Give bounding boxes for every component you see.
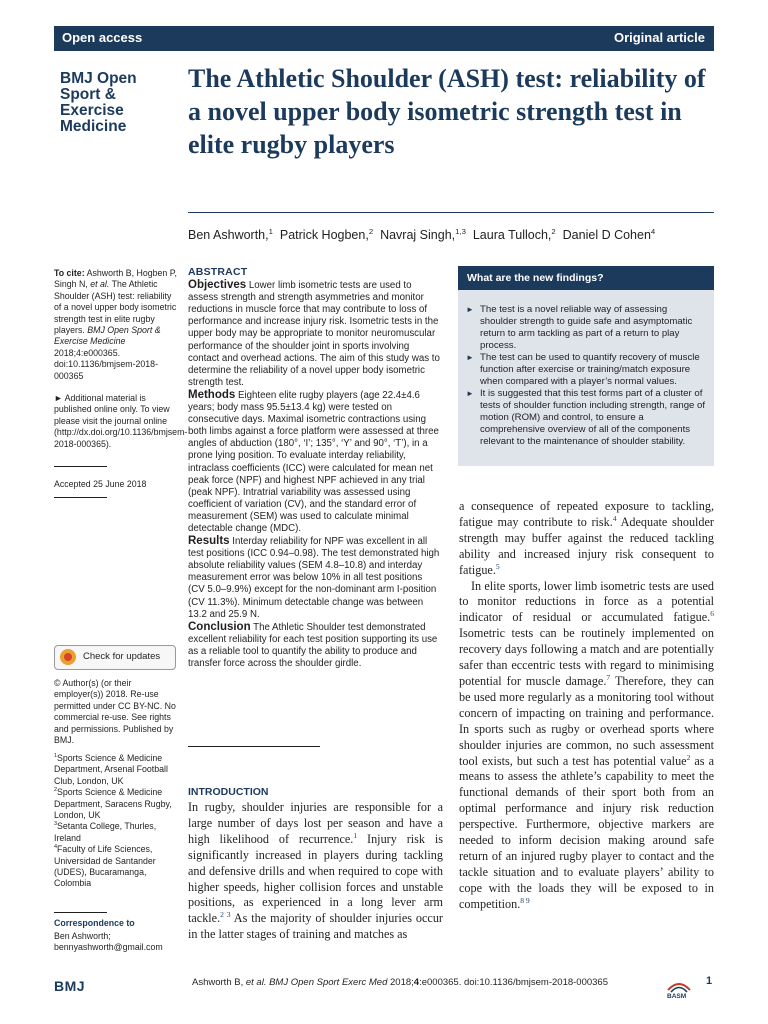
citation-block: To cite: Ashworth B, Hogben P, Singh N, et al. The Athletic Shoulder (ASH) test: reliability of a novel upper body isometric strength test in elite rugby players. BMJ Open Sport & Exercise Medicine 2018;4:e000365. doi:10.1136/bmjsem-2018-000365 [54, 268, 177, 381]
reference-link[interactable]: 4 [612, 513, 617, 523]
svg-text:BASM: BASM [667, 993, 687, 1000]
copyright-notice: © Author(s) (or their employer(s)) 2018. Re-use permitted under CC BY-NC. No commercial re-use. See rights and permissions. Published by BMJ. [54, 678, 176, 746]
additional-material-note: ► Additional material is published online only. To view please visit the journal online (http://dx.doi.org/10.1136/bmjsem-2018-000365). [54, 393, 188, 449]
affiliations [54, 753, 179, 890]
body-paragraph: In elite sports, lower limb isometric tests are used to monitor reductions in force as a potential indicator of residual or accumulated fatigue.$^6$ Isometric tests can be routinely implemented on recovery days following a match and are potentially safer than eccentric tests with regard to minimising potential for muscle damage.$^7$ Therefore, they can be used more regularly as a monitoring tool without concern of impacting on training and performance. In sports such as rugby or overhead sports where shoulder injuries are common, no such assessment tool exists, but such a test has potential value$^2$ as a means to assess the athlete’s capability to meet the functional demands of their sport both from an optimal performance and injury risk reduction perspective. Furthermore, objective markers are needed to inform decision making around safe return of an injured rugby player to contact and the tackle situation and to evaluate players’ ability to cope with the loads they will be exposed to in competition.$^{8 9}$ [459, 578, 714, 911]
journal-logo: BMJ Open Sport & Exercise Medicine [60, 70, 137, 135]
title-divider [188, 212, 714, 213]
reference-link[interactable]: 6 [710, 609, 714, 619]
findings-heading: What are the new findings? [467, 272, 604, 284]
affiliation: $^3$Setanta College, Thurles, Ireland [54, 821, 157, 843]
author: Ben Ashworth, [188, 228, 269, 242]
reference-link[interactable]: 2 [686, 752, 691, 762]
bmj-logo: BMJ [54, 978, 86, 994]
abstract [188, 266, 440, 670]
correspondence-text: Ben Ashworth; bennyashworth@gmail.com [54, 931, 163, 953]
introduction-heading: INTRODUCTION [188, 786, 269, 798]
reference-link[interactable]: 5 [495, 561, 500, 571]
sidebar-divider [54, 466, 107, 467]
reference-link[interactable]: 8 9 [520, 895, 530, 905]
affiliation: $^1$Sports Science & Medicine Department, Arsenal Football Club, London, UK [54, 753, 168, 786]
affiliation: $^2$Sports Science & Medicine Department, Saracens Rugby, London, UK [54, 787, 172, 821]
reference-link[interactable]: 7 [606, 672, 611, 682]
author: Daniel D Cohen [562, 228, 651, 242]
article-title: The Athletic Shoulder (ASH) test: reliability of a novel upper body isometric strength test in elite rugby players [188, 64, 706, 159]
reference-link[interactable]: 1 [353, 830, 358, 840]
basm-logo [664, 978, 694, 1000]
introduction-column-1 [188, 800, 443, 943]
author: Laura Tulloch, [472, 228, 552, 242]
reference-link[interactable]: 2 3 [220, 910, 231, 920]
abstract-divider [188, 746, 320, 747]
check-for-updates-button[interactable]: Check for updates [54, 645, 176, 670]
affiliation: $^4$Faculty of Life Sciences, Universidad de Santander (UDES), Bucaramanga, Colombia [54, 844, 156, 889]
abstract-conclusion: Conclusion The Athletic Shoulder test demonstrated excellent reliability for each test position supporting its use as a reliable tool to quantify the ability to produce and transfer force across the shoulder girdle. [188, 620, 438, 669]
open-access-label: Open access [62, 30, 143, 45]
finding-item: ► The test can be used to quantify recovery of muscle function after exercise or training/match exposure when compared with a player’s normal values. [466, 352, 706, 388]
introduction-column-2 [459, 499, 714, 913]
footer-citation: Ashworth B, et al. BMJ Open Sport Exerc Med 2018;4:e000365. doi:10.1136/bmjsem-2018-000365 [192, 977, 609, 988]
finding-item: ► It is suggested that this test forms part of a cluster of tests of shoulder function including strength, range of motion (ROM) and control, to ensure a comprehensive overview of all of the components relevant to the maintenance of shoulder stability. [466, 388, 706, 448]
abstract-results: Results Interday reliability for NPF was excellent in all test positions (ICC 0.94–0.98). The test demonstrated high absolute reliability values (SEM 4.8–10.8) and interday measurement error was below 10% in all test positions (CV 5.0–9.9%) except for the non-dominant arm I-position (CV 11.3%). Minimum detectable change was between 13.2 and 25.9 N. [188, 535, 440, 620]
author-list: Ben Ashworth,$^1$ Patrick Hogben,$^2$ Navraj Singh,$^{1,3}$ Laura Tulloch,$^2$ Daniel D Cohen$^4$ [188, 226, 656, 242]
correspondence-label: Correspondence to [54, 918, 135, 928]
abstract-heading: ABSTRACT [188, 266, 248, 278]
update-icon [60, 649, 76, 665]
new-findings-box [458, 266, 714, 466]
author: Patrick Hogben, [279, 228, 369, 242]
author: Navraj Singh, [380, 228, 456, 242]
abstract-methods: Methods Eighteen elite rugby players (age 22.4±4.6 years; body mass 95.5±13.4 kg) were tested on consecutive days. Maximal isometric contractions using both limbs against a force platform were assessed at three angles of abduction (180°, ‘I’; 135°, ‘Y’ and 90°, ‘T’), in a prone lying position. To evaluate interday reliability, intraclass coefficients (ICC) were calculated for mean net peak force (NPF) and highest NPF achieved in any trial (peak NPF). Intratrial variability was assessed using coefficient of variation (CV), and the standard error of measurement (SEM) was used to calculate minimal detectable change (MDC). [188, 388, 439, 534]
sidebar-divider [54, 912, 107, 913]
body-paragraph: In rugby, shoulder injuries are responsible for a large number of days lost per season and have a high likelihood of recurrence.$^1$ Injury risk is significantly increased in players during tackling and defensive drills and when required to cope with higher speeds, higher collision forces and unstable positions, as experienced in a long lever arm tackle.$^{2 3}$ As the majority of shoulder injuries occur in the latter stages of training and matches as [188, 800, 443, 942]
sidebar-divider [54, 497, 107, 498]
page-number: 1 [706, 975, 713, 987]
finding-item: ► The test is a novel reliable way of assessing shoulder strength to guide safe and asymptomatic return to arm tackling as part of a return to play process. [466, 304, 706, 352]
body-paragraph: a consequence of repeated exposure to tackling, fatigue may contribute to risk.$^4$ Adequate shoulder strength may buffer against the reduced tackling ability and increased injury risk consequent to fatigue.$^5$ [459, 499, 714, 577]
article-type-label: Original article [613, 30, 705, 45]
top-banner [54, 26, 714, 51]
accepted-date: Accepted 25 June 2018 [54, 479, 147, 489]
abstract-objectives: Objectives Lower limb isometric tests are used to assess strength and strength asymmetries and monitor reductions in muscle force that may contribute to loss of performance and increase injury risk. Isometric tests in the upper body may be appropriate to monitor neuromuscular performance of the shoulder joint in sports involving contact and overhead actions. The aim of this study was to determine the reliability of a novel upper body isometric strength test. [188, 279, 440, 388]
